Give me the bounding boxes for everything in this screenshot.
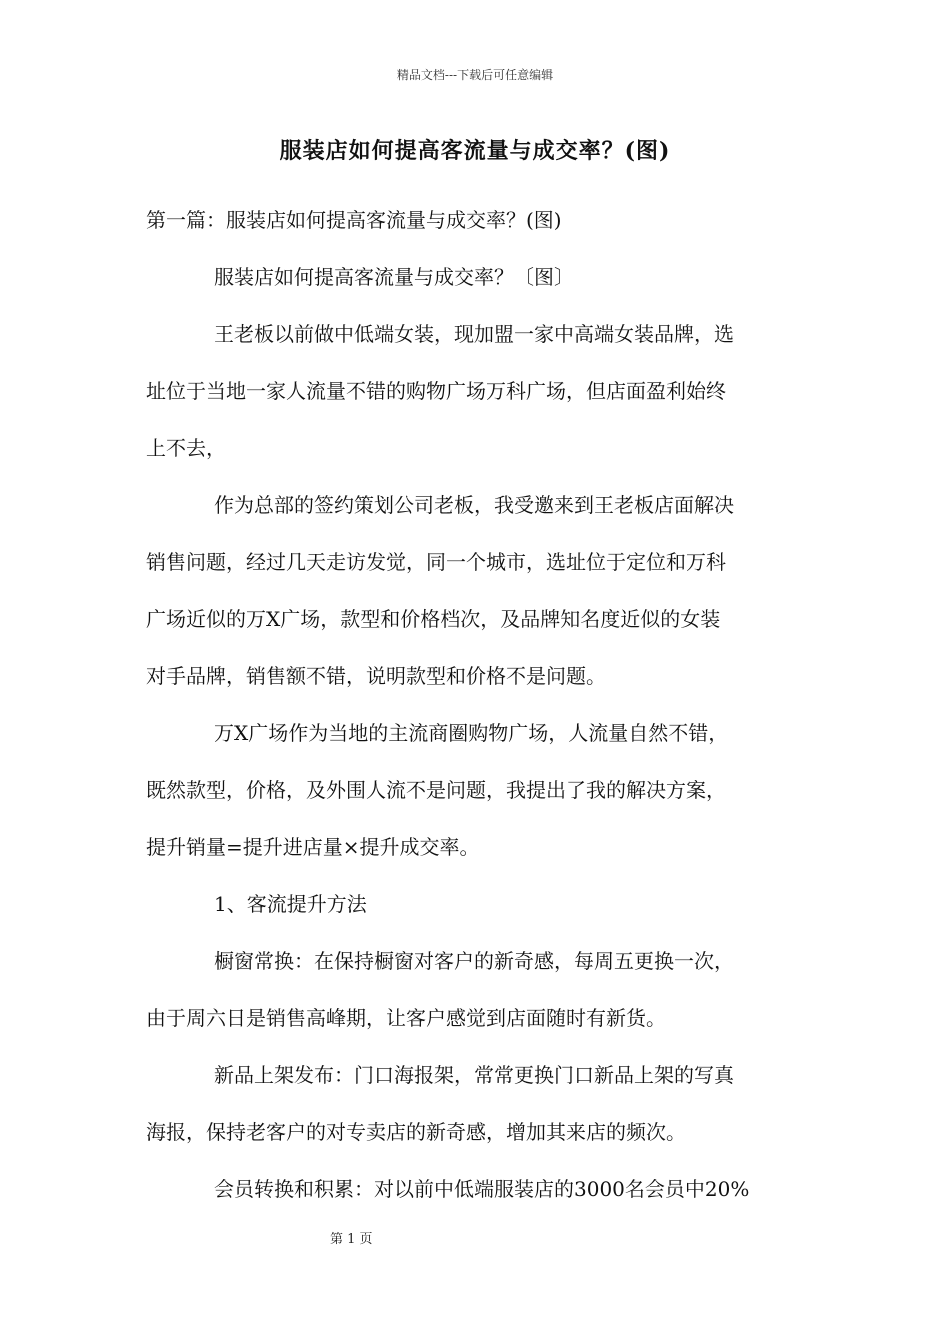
paragraph-line: 新品上架发布：门口海报架，常常更换门口新品上架的写真	[214, 1063, 734, 1087]
paragraph-line: 既然款型，价格，及外围人流不是问题，我提出了我的解决方案，	[146, 778, 726, 802]
paragraph-line: 提升销量=提升进店量×提升成交率。	[146, 835, 480, 859]
paragraph-line: 万X广场作为当地的主流商圈购物广场，人流量自然不错，	[214, 721, 729, 745]
paragraph-line: 作为总部的签约策划公司老板，我受邀来到王老板店面解决	[214, 493, 734, 517]
paragraph-line: 广场近似的万X广场，款型和价格档次，及品牌知名度近似的女装	[146, 607, 721, 631]
paragraph-line: 橱窗常换：在保持橱窗对客户的新奇感，每周五更换一次，	[214, 949, 734, 973]
paragraph-line: 会员转换和积累：对以前中低端服装店的3000名会员中20%	[214, 1177, 750, 1201]
list-heading: 1、客流提升方法	[214, 892, 367, 916]
subtitle-line: 服装店如何提高客流量与成交率？〔图〕	[214, 265, 574, 289]
paragraph-line: 对手品牌，销售额不错，说明款型和价格不是问题。	[146, 664, 606, 688]
paragraph-line: 王老板以前做中低端女装，现加盟一家中高端女装品牌，选	[214, 322, 734, 346]
header-note: 精品文档---下载后可任意编辑	[396, 68, 554, 82]
paragraph-line: 上不去，	[146, 436, 226, 460]
paragraph-line: 海报，保持老客户的对专卖店的新奇感，增加其来店的频次。	[146, 1120, 686, 1144]
document-title: 服装店如何提高客流量与成交率？(图)	[279, 138, 671, 164]
paragraph-line: 销售问题，经过几天走访发觉，同一个城市，选址位于定位和万科	[146, 550, 726, 574]
paragraph-line: 址位于当地一家人流量不错的购物广场万科广场，但店面盈利始终	[146, 379, 726, 403]
page-number: 第 1 页	[330, 1232, 373, 1247]
document-body	[146, 192, 808, 1218]
paragraph-line: 由于周六日是销售高峰期，让客户感觉到店面随时有新货。	[146, 1006, 666, 1030]
section-heading: 第一篇：服装店如何提高客流量与成交率？(图)	[146, 208, 562, 232]
